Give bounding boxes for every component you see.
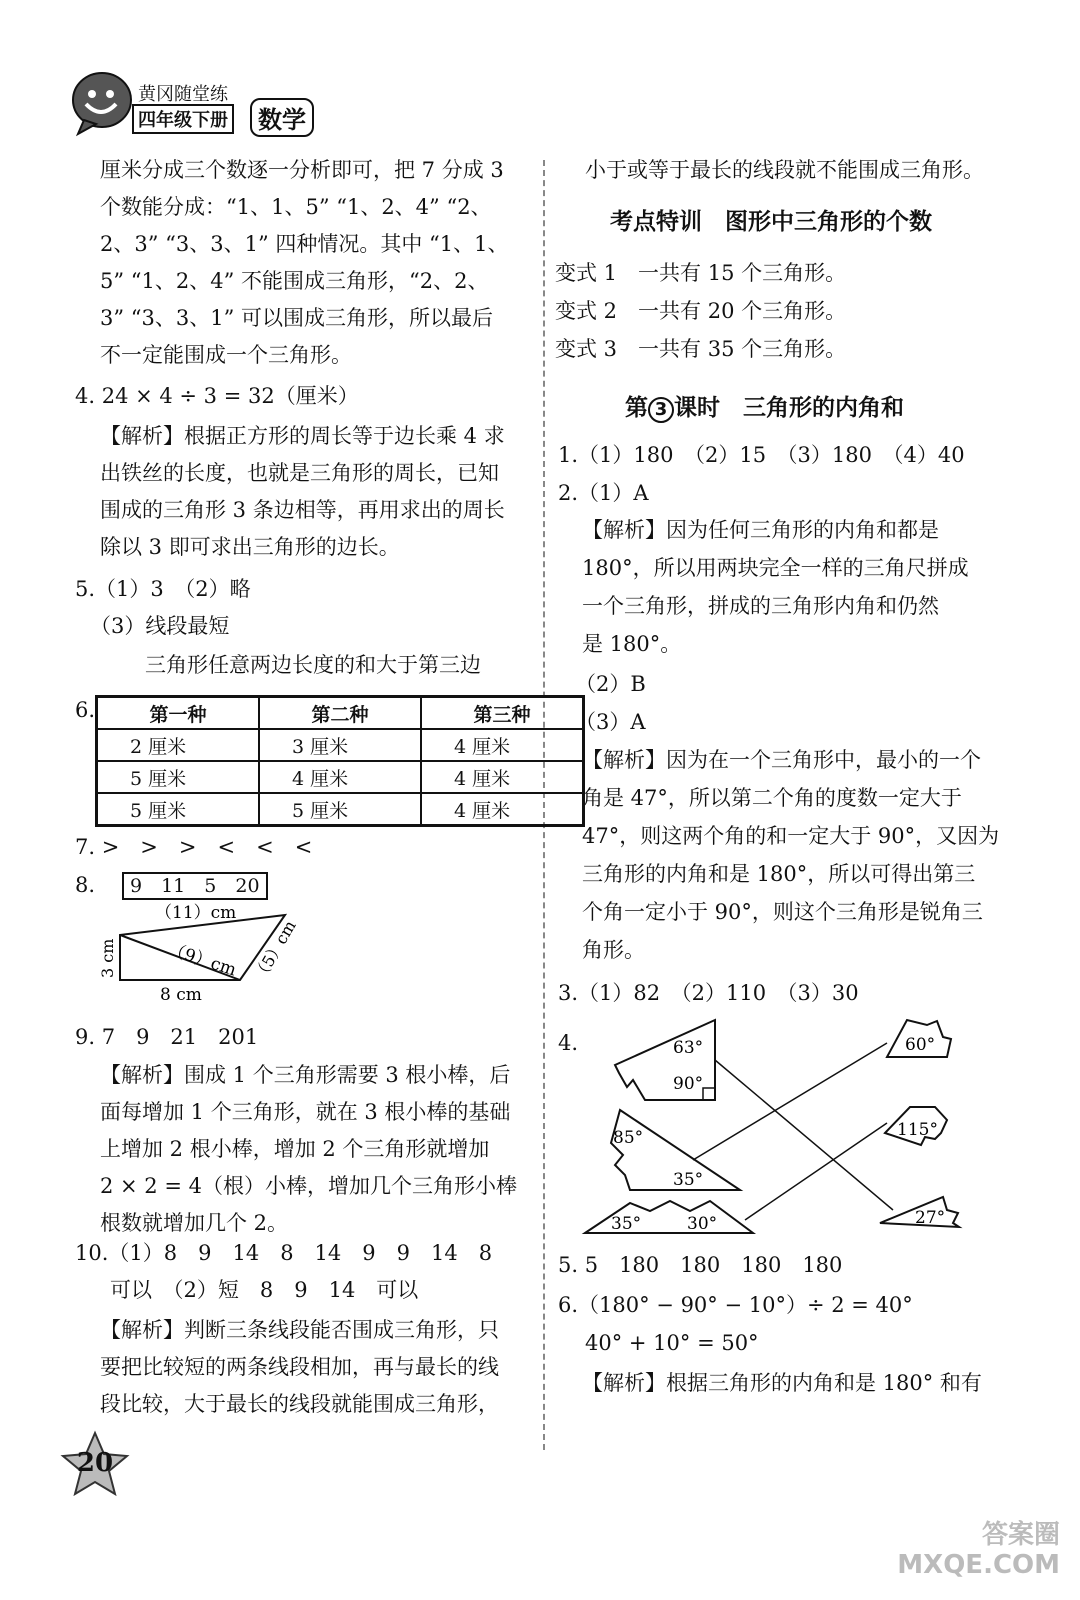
q8-label: 8. bbox=[75, 873, 96, 897]
page-number-badge bbox=[60, 1430, 130, 1500]
q7-answer: 7. > > > < < < bbox=[75, 835, 313, 859]
r2c-analysis-6: 角形。 bbox=[582, 938, 645, 962]
r2c-analysis-2: 角是 47°，所以第二个角的度数一定大于 bbox=[582, 786, 962, 810]
q4-answer: 4. 24 × 4 ÷ 3 = 32（厘米） bbox=[75, 384, 359, 408]
table-row bbox=[97, 761, 584, 793]
watermark: 答案圈 MXQE.COM bbox=[897, 1520, 1060, 1580]
table-cell: 5 厘米 bbox=[97, 761, 260, 793]
q9-analysis-4: 2 × 2 = 4（根）小棒，增加几个三角形小棒 bbox=[100, 1174, 517, 1198]
left-line-3: 2、3” “3、3、1” 四种情况。其中 “1、1、 bbox=[100, 232, 509, 256]
q9-analysis-3: 上增加 2 根小棒，增加 2 个三角形就增加 bbox=[100, 1137, 490, 1161]
q4-analysis-4: 除以 3 即可求出三角形的边长。 bbox=[100, 535, 400, 559]
q9-analysis-5: 根数就增加几个 2。 bbox=[100, 1211, 289, 1235]
left-line-6: 不一定能围成一个三角形。 bbox=[100, 343, 352, 367]
q9-analysis-1: 【解析】围成 1 个三角形需要 3 根小棒，后 bbox=[100, 1063, 511, 1087]
r2-answer-b: （2）B bbox=[575, 672, 646, 696]
q8-top-label: （11）cm bbox=[155, 903, 237, 923]
table-row bbox=[97, 729, 584, 761]
table-cell: 2 厘米 bbox=[97, 729, 260, 761]
r2-answer-c: （3）A bbox=[575, 710, 646, 734]
left-line-1: 厘米分成三个数逐一分析即可，把 7 分成 3 bbox=[100, 158, 504, 182]
r2-analysis-1: 【解析】因为任何三角形的内角和都是 bbox=[582, 518, 939, 542]
header-brand: 黄冈随堂练 bbox=[138, 84, 228, 105]
angle-115-label: 115° bbox=[897, 1120, 938, 1140]
table-row bbox=[97, 793, 584, 826]
lesson-title bbox=[625, 389, 904, 423]
angle-35-label-2: 35° bbox=[611, 1214, 642, 1234]
header-subject: 数学 bbox=[250, 98, 314, 137]
q8-right-label: （5）cm bbox=[250, 917, 300, 984]
page-number: 20 bbox=[76, 1448, 114, 1478]
table-cell: 5 厘米 bbox=[97, 793, 260, 826]
lesson-number: 3 bbox=[648, 397, 674, 423]
table-cell: 5 厘米 bbox=[259, 793, 421, 826]
q8-left-label: 3 cm bbox=[98, 938, 117, 978]
r5-answer: 5. 5 180 180 180 180 bbox=[558, 1253, 843, 1277]
q8-answer-box: 9 11 5 20 bbox=[122, 872, 268, 900]
table-cell: 3 厘米 bbox=[259, 729, 421, 761]
r6-analysis: 【解析】根据三角形的内角和是 180° 和有 bbox=[582, 1371, 982, 1395]
table-cell: 4 厘米 bbox=[421, 761, 584, 793]
r2-answer: 2.（1）A bbox=[558, 481, 649, 505]
q8-diag-label: （9）cm bbox=[165, 939, 239, 981]
q10-answer-b: 可以 （2）短 8 9 14 可以 bbox=[110, 1278, 419, 1302]
r6-answer-b: 40° + 10° = 50° bbox=[585, 1331, 759, 1355]
q10-analysis-3: 段比较，大于最长的线段就能围成三角形， bbox=[100, 1392, 499, 1416]
r2-analysis-4: 是 180°。 bbox=[582, 632, 682, 656]
q5-answer-a: 5.（1）3 （2）略 bbox=[75, 577, 251, 601]
angle-30-label: 30° bbox=[687, 1214, 718, 1234]
header-grade: 四年级下册 bbox=[132, 104, 234, 134]
table-header: 第二种 bbox=[259, 697, 421, 730]
table-cell: 4 厘米 bbox=[421, 793, 584, 826]
table-header: 第三种 bbox=[421, 697, 584, 730]
lesson-title-pre: 第 bbox=[625, 395, 648, 421]
q9-analysis-2: 面每增加 1 个三角形，就在 3 根小棒的基础 bbox=[100, 1100, 511, 1124]
r3-answer: 3.（1）82 （2）110 （3）30 bbox=[558, 981, 859, 1005]
q5-answer-b: （3）线段最短 bbox=[90, 614, 230, 638]
right-top-line: 小于或等于最长的线段就不能围成三角形。 bbox=[585, 158, 984, 182]
variant-2: 变式 2 一共有 20 个三角形。 bbox=[555, 299, 847, 323]
r1-answer: 1.（1）180 （2）15 （3）180 （4）40 bbox=[558, 443, 965, 467]
header-logo bbox=[70, 68, 330, 138]
q10-answer-a: 10.（1）8 9 14 8 14 9 9 14 8 bbox=[75, 1241, 493, 1265]
r2-analysis-2: 180°，所以用两块完全一样的三角尺拼成 bbox=[582, 556, 969, 580]
q4-analysis-2: 出铁丝的长度，也就是三角形的周长，已知 bbox=[100, 461, 499, 485]
r4-matching-figure bbox=[575, 1015, 975, 1240]
lesson-title-post: 课时 三角形的内角和 bbox=[674, 395, 904, 421]
r2c-analysis-3: 47°，则这两个角的和一定大于 90°，又因为 bbox=[582, 824, 1000, 848]
r2c-analysis-4: 三角形的内角和是 180°，所以可得出第三 bbox=[582, 862, 976, 886]
table-header-row bbox=[97, 697, 584, 730]
q10-analysis-2: 要把比较短的两条线段相加，再与最长的线 bbox=[100, 1355, 499, 1379]
table-cell: 4 厘米 bbox=[259, 761, 421, 793]
q4-analysis-1: 【解析】根据正方形的周长等于边长乘 4 求 bbox=[100, 424, 505, 448]
q8-bottom-label: 8 cm bbox=[160, 985, 202, 1005]
left-line-4: 5” “1、2、4” 不能围成三角形，“2、2、 bbox=[100, 269, 489, 293]
q9-answer: 9. 7 9 21 201 bbox=[75, 1025, 259, 1049]
left-line-2: 个数能分成：“1、1、5” “1、2、4” “2、 bbox=[100, 195, 492, 219]
r2-analysis-3: 一个三角形，拼成的三角形内角和仍然 bbox=[582, 594, 939, 618]
q5-answer-c: 三角形任意两边长度的和大于第三边 bbox=[145, 653, 481, 677]
variant-1: 变式 1 一共有 15 个三角形。 bbox=[555, 261, 847, 285]
angle-90-label: 90° bbox=[673, 1074, 704, 1094]
angle-63-label: 63° bbox=[673, 1038, 704, 1058]
r2c-analysis-1: 【解析】因为在一个三角形中，最小的一个 bbox=[582, 748, 981, 772]
r6-answer-a: 6.（180° − 90° − 10°）÷ 2 = 40° bbox=[558, 1293, 913, 1317]
q6-label: 6. bbox=[75, 698, 96, 722]
q10-analysis-1: 【解析】判断三条线段能否围成三角形，只 bbox=[100, 1318, 499, 1342]
smiley-icon bbox=[70, 68, 134, 138]
angle-85-label: 85° bbox=[613, 1128, 644, 1148]
angle-35-label-1: 35° bbox=[673, 1170, 704, 1190]
angle-60-label: 60° bbox=[905, 1035, 936, 1055]
left-line-5: 3” “3、3、1” 可以围成三角形，所以最后 bbox=[100, 306, 494, 330]
q4-analysis-3: 围成的三角形 3 条边相等，再用求出的周长 bbox=[100, 498, 505, 522]
table-header: 第一种 bbox=[97, 697, 260, 730]
variant-3: 变式 3 一共有 35 个三角形。 bbox=[555, 337, 847, 361]
r4-label: 4. bbox=[558, 1031, 579, 1055]
angle-27-label: 27° bbox=[915, 1208, 946, 1228]
q6-table bbox=[95, 695, 585, 827]
table-cell: 4 厘米 bbox=[421, 729, 584, 761]
special-training-title: 考点特训 图形中三角形的个数 bbox=[610, 209, 932, 235]
r2c-analysis-5: 个角一定小于 90°，则这个三角形是锐角三 bbox=[582, 900, 983, 924]
q8-figure bbox=[95, 900, 315, 1010]
